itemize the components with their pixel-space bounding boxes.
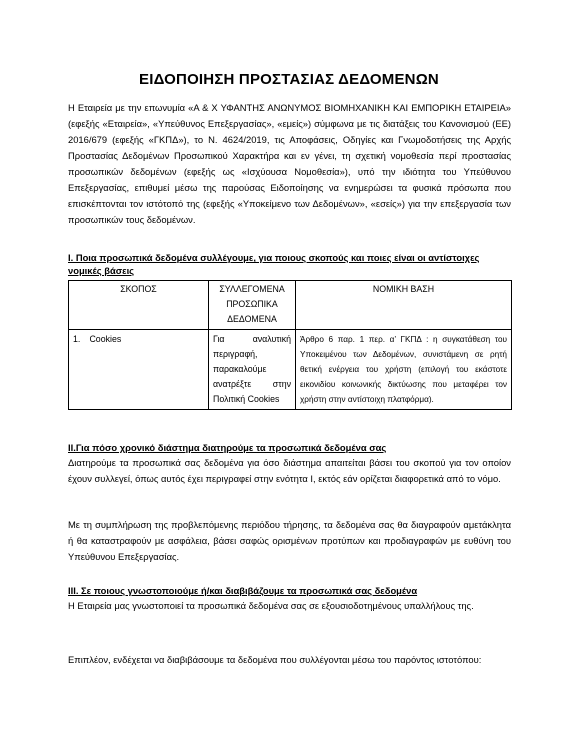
legal-basis-cell: Άρθρο 6 παρ. 1 περ. α’ ΓΚΠΔ : η συγκατάθεση του Υποκειμένου των Δεδομένων, συνιστάμενη σε ρητή θετική ενέργεια του χρήστη (επιλογή του εκάστοτε εικονιδίου κοινωνικής δικτύωσης που μεταφέρει τον χρήστη στην αντίστοιχη πλατφόρμα).: [296, 330, 512, 410]
purpose-text: Cookies: [89, 334, 122, 344]
disclosure-paragraph: Η Εταιρεία μας γνωστοποιεί τα προσωπικά δεδομένα σας σε εξουσιοδοτημένους υπαλλήλους της.: [68, 600, 474, 611]
section-3-heading: ΙΙΙ. Σε ποιους γνωστοποιούμε ή/και διαβιβάζουμε τα προσωπικά σας δεδομένα: [68, 585, 418, 596]
document-title: ΕΙΔΟΠΟΙΗΣΗ ΠΡΟΣΤΑΣΙΑΣ ΔΕΔΟΜΕΝΩΝ: [139, 71, 439, 88]
header-purpose: ΣΚΟΠΟΣ: [69, 281, 209, 330]
intro-paragraph: Η Εταιρεία με την επωνυμία «Α & Χ ΥΦΑΝΤΗΣ ΑΝΩΝΥΜΟΣ ΒΙΟΜΗΧΑΝΙΚΗ ΚΑΙ ΕΜΠΟΡΙΚΗ ΕΤΑΙΡΕΙΑ» (εφεξής «Εταιρεία», «Υπεύθυνος Επεξεργασίας», «εμείς») σύμφωνα με τις διατάξεις του Κανονισμού (ΕΕ) 2016/679 (εφεξής «ΓΚΠΔ»), το Ν. 4624/2019, τις Αποφάσεις, Οδηγίες και Γνωμοδοτήσεις της Αρχής Προστασίας Δεδομένων Προσωπικού Χαρακτήρα και εν γένει, τη σχετική νομοθεσία περί προστασίας προσωπικών δεδομένων (εφεξής ως «Ισχύουσα Νομοθεσία»), υπό την ιδιότητα του Υπεύθυνου Επεξεργασίας, επιθυμεί μέσω της παρούσας Ειδοποίησης να ενημερώσει τα φυσικά πρόσωπα που επισκέπτονται τον ιστότοπό της (εφεξής «Υποκείμενο των Δεδομένων», «εσείς») για την επεξεργασία των προσωπικών τους δεδομένων.: [68, 102, 511, 225]
header-legal-basis: ΝΟΜΙΚΗ ΒΑΣΗ: [296, 281, 512, 330]
table-row: [69, 330, 512, 410]
retention-paragraph: Διατηρούμε τα προσωπικά σας δεδομένα για όσο διάστημα απαιτείται βάσει του σκοπού για τον οποίον έχουν συλλεγεί, όπως αυτός έχει περιγραφεί στην ενότητα Ι, εκτός εάν ορίζεται διαφορετικά από το νόμο.: [68, 457, 511, 484]
row-number: 1.: [73, 334, 81, 344]
header-collected-data: ΣΥΛΛΕΓΟΜΕΝΑ ΠΡΟΣΩΠΙΚΑ ΔΕΔΟΜΕΝΑ: [209, 281, 296, 330]
section-2-heading: ΙΙ.Για πόσο χρονικό διάστημα διατηρούμε τα προσωπικά δεδομένα σας: [68, 442, 387, 453]
data-processing-table: [68, 280, 512, 410]
section-1-heading: Ι. Ποια προσωπικά δεδομένα συλλέγουμε, για ποιους σκοπούς και ποιες είναι οι αντίστοιχες νομικές βάσεις: [68, 252, 480, 276]
deletion-paragraph: Με τη συμπλήρωση της προβλεπόμενης περιόδου τήρησης, τα δεδομένα σας θα διαγραφούν αμετάκλητα ή θα καταστραφούν με ασφάλεια, βάσει σαφώς ορισμένων προτύπων και προδιαγραφών με ευθύνη του Υπεύθυνου Επεξεργασίας.: [68, 519, 511, 562]
transfer-paragraph: Επιπλέον, ενδέχεται να διαβιβάσουμε τα δεδομένα που συλλέγονται μέσω του παρόντος ιστοτόπου:: [68, 654, 482, 665]
purpose-cell: [69, 330, 209, 410]
collected-data-cell: Για αναλυτική περιγραφή, παρακαλούμε ανατρέξτε στην Πολιτική Cookies: [209, 330, 296, 410]
table-header-row: [69, 281, 512, 330]
